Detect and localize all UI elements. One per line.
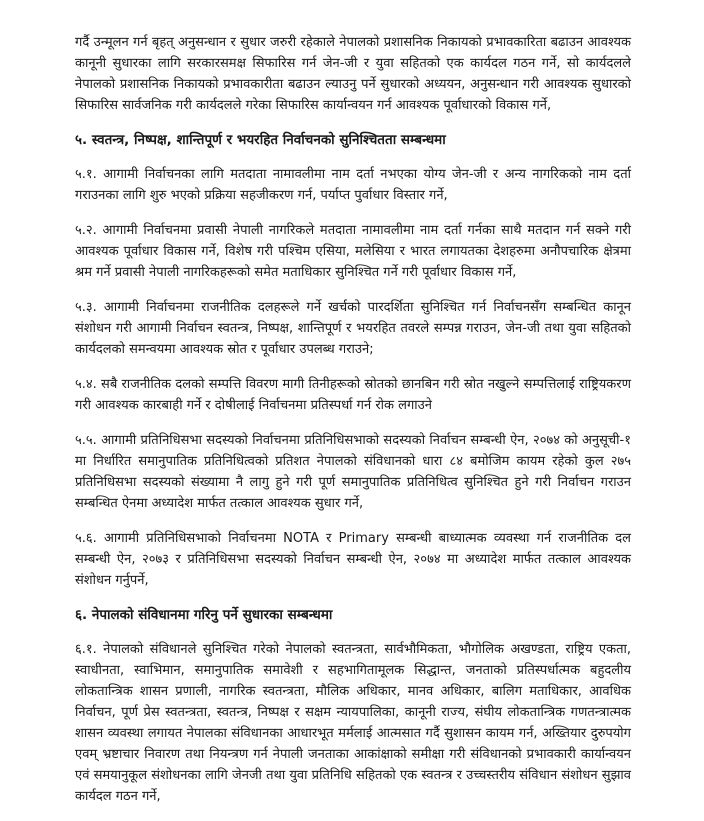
intro-paragraph: गर्दै उन्मूलन गर्न बृहत् अनुसन्धान र सुधार जरुरी रहेकाले नेपालको प्रशासनिक निकायको प्रभावकारिता बढाउन आवश्यक कानूनी सुधारका लागि सरकारसमक्ष सिफारिस गर्न जेन-जी र युवा सहितको एक कार्यदल गठन गर्ने, सो कार्यदलले नेपालको प्रशासनिक निकायको प्रभावकारीता बढाउन ल्याउनु पर्ने सुधारको अध्ययन, अनुसन्धान गरी आवश्यक सुधारको सिफारिस सार्वजनिक गरी कार्यदलले गरेका सिफारिस कार्यान्वयन गर्न आवश्यक पूर्वाधारको विकास गर्ने, [75, 35, 631, 113]
clause-5-5: ५.५. आगामी प्रतिनिधिसभा सदस्यको निर्वाचनमा प्रतिनिधिसभाको सदस्यको निर्वाचन सम्बन्धी ऐन, २०७४ को अनुसूची-१ मा निर्धारित समानुपातिक प्रतिनिधित्वको प्रतिशत नेपालको संविधानको धारा ८४ बमोजिम कायम रहेको कुल २७५ प्रतिनिधिसभा सदस्यको संख्यामा नै लागु हुने गरी पूर्ण समानुपातिक प्रतिनिधित्व सुनिश्चित हुने गरी निर्वाचन गराउन सम्बन्धित ऐनमा अध्यादेश मार्फत तत्काल आवश्यक सुधार गर्ने, [75, 433, 631, 511]
clause-5-2: ५.२. आगामी निर्वाचनमा प्रवासी नेपाली नागरिकले मतदाता नामावलीमा नाम दर्ता गर्नका साथै मतदान गर्न सक्ने गरी आवश्यक पूर्वाधार विकास गर्ने, विशेष गरी पश्चिम एसिया, मलेसिया र भारत लगायतका देशहरुमा अनौपचारिक क्षेत्रमा श्रम गर्ने प्रवासी नेपाली नागरिकहरूको समेत मताधिकार सुनिश्चित गर्ने गरी पूर्वाधार विकास गर्ने, [75, 223, 631, 280]
section-6-heading: ६. नेपालको संविधानमा गरिनु पर्ने सुधारका सम्बन्धमा [75, 607, 333, 623]
document-page [75, 32, 631, 821]
clause-5-3: ५.३. आगामी निर्वाचनमा राजनीतिक दलहरूले गर्ने खर्चको पारदर्शिता सुनिश्चित गर्न निर्वाचनसँग सम्बन्धित कानून संशोधन गरी आगामी निर्वाचन स्वतन्त्र, निष्पक्ष, शान्तिपूर्ण र भयरहित तवरले सम्पन्न गराउन, जेन-जी तथा युवा सहितको कार्यदलको समन्वयमा आवश्यक स्रोत र पूर्वाधार उपलब्ध गराउने; [75, 300, 631, 357]
clause-6-1: ६.१. नेपालको संविधानले सुनिश्चित गरेको नेपालको स्वतन्त्रता, सार्वभौमिकता, भौगोलिक अखण्डता, राष्ट्रिय एकता, स्वाधीनता, स्वाभिमान, समानुपातिक समावेशी र सहभागितामूलक सिद्धान्त, जनताको प्रतिस्पर्धात्मक बहुदलीय लोकतान्त्रिक शासन प्रणाली, नागरिक स्वतन्त्रता, मौलिक अधिकार, मानव अधिकार, बालिग मताधिकार, आवधिक निर्वाचन, पूर्ण प्रेस स्वतन्त्रता, स्वतन्त्र, निष्पक्ष र सक्षम न्यायपालिका, कानूनी राज्य, संघीय लोकतान्त्रिक गणतन्त्रात्मक शासन व्यवस्था लगायत नेपालका संविधानका आधारभूत मर्मलाई आत्मसात गर्दै सुशासन कायम गर्न, अख्तियार दुरुपयोग एवम् भ्रष्टाचार निवारण तथा नियन्त्रण गर्न नेपाली जनताका आकांक्षाको समीक्षा गरी संविधानको प्रभावकारी कार्यान्वयन एवं समयानुकूल संशोधनका लागि जेनजी तथा युवा प्रतिनिधि सहितको एक स्वतन्त्र र उच्चस्तरीय संविधान संशोधन सुझाव कार्यदल गठन गर्ने, [75, 642, 631, 804]
clause-5-1: ५.१. आगामी निर्वाचनका लागि मतदाता नामावलीमा नाम दर्ता नभएका योग्य जेन-जी र अन्य नागरिकको नाम दर्ता गराउनका लागि शुरु भएको प्रक्रिया सहजीकरण गर्न, पर्याप्त पुर्वाधार विस्तार गर्ने, [75, 167, 631, 203]
clause-5-6: ५.६. आगामी प्रतिनिधिसभाको निर्वाचनमा NOTA र Primary सम्बन्धी बाध्यात्मक व्यवस्था गर्न राजनीतिक दल सम्बन्धी ऐन, २०७३ र प्रतिनिधिसभा सदस्यको निर्वाचन सम्बन्धी ऐन, २०७४ मा अध्यादेश मार्फत तत्काल आवश्यक संशोधन गर्नुपर्ने, [75, 531, 631, 588]
clause-5-4: ५.४. सबै राजनीतिक दलको सम्पत्ति विवरण मागी तिनीहरूको स्रोतको छानबिन गरी स्रोत नखुल्ने सम्पत्तिलाई राष्ट्रियकरण गरी आवश्यक कारबाही गर्ने र दोषीलाई निर्वाचनमा प्रतिस्पर्धा गर्न रोक लगाउने [75, 377, 631, 413]
section-5-heading: ५. स्वतन्त्र, निष्पक्ष, शान्तिपूर्ण र भयरहित निर्वाचनको सुनिश्चितता सम्बन्धमा [75, 132, 446, 148]
